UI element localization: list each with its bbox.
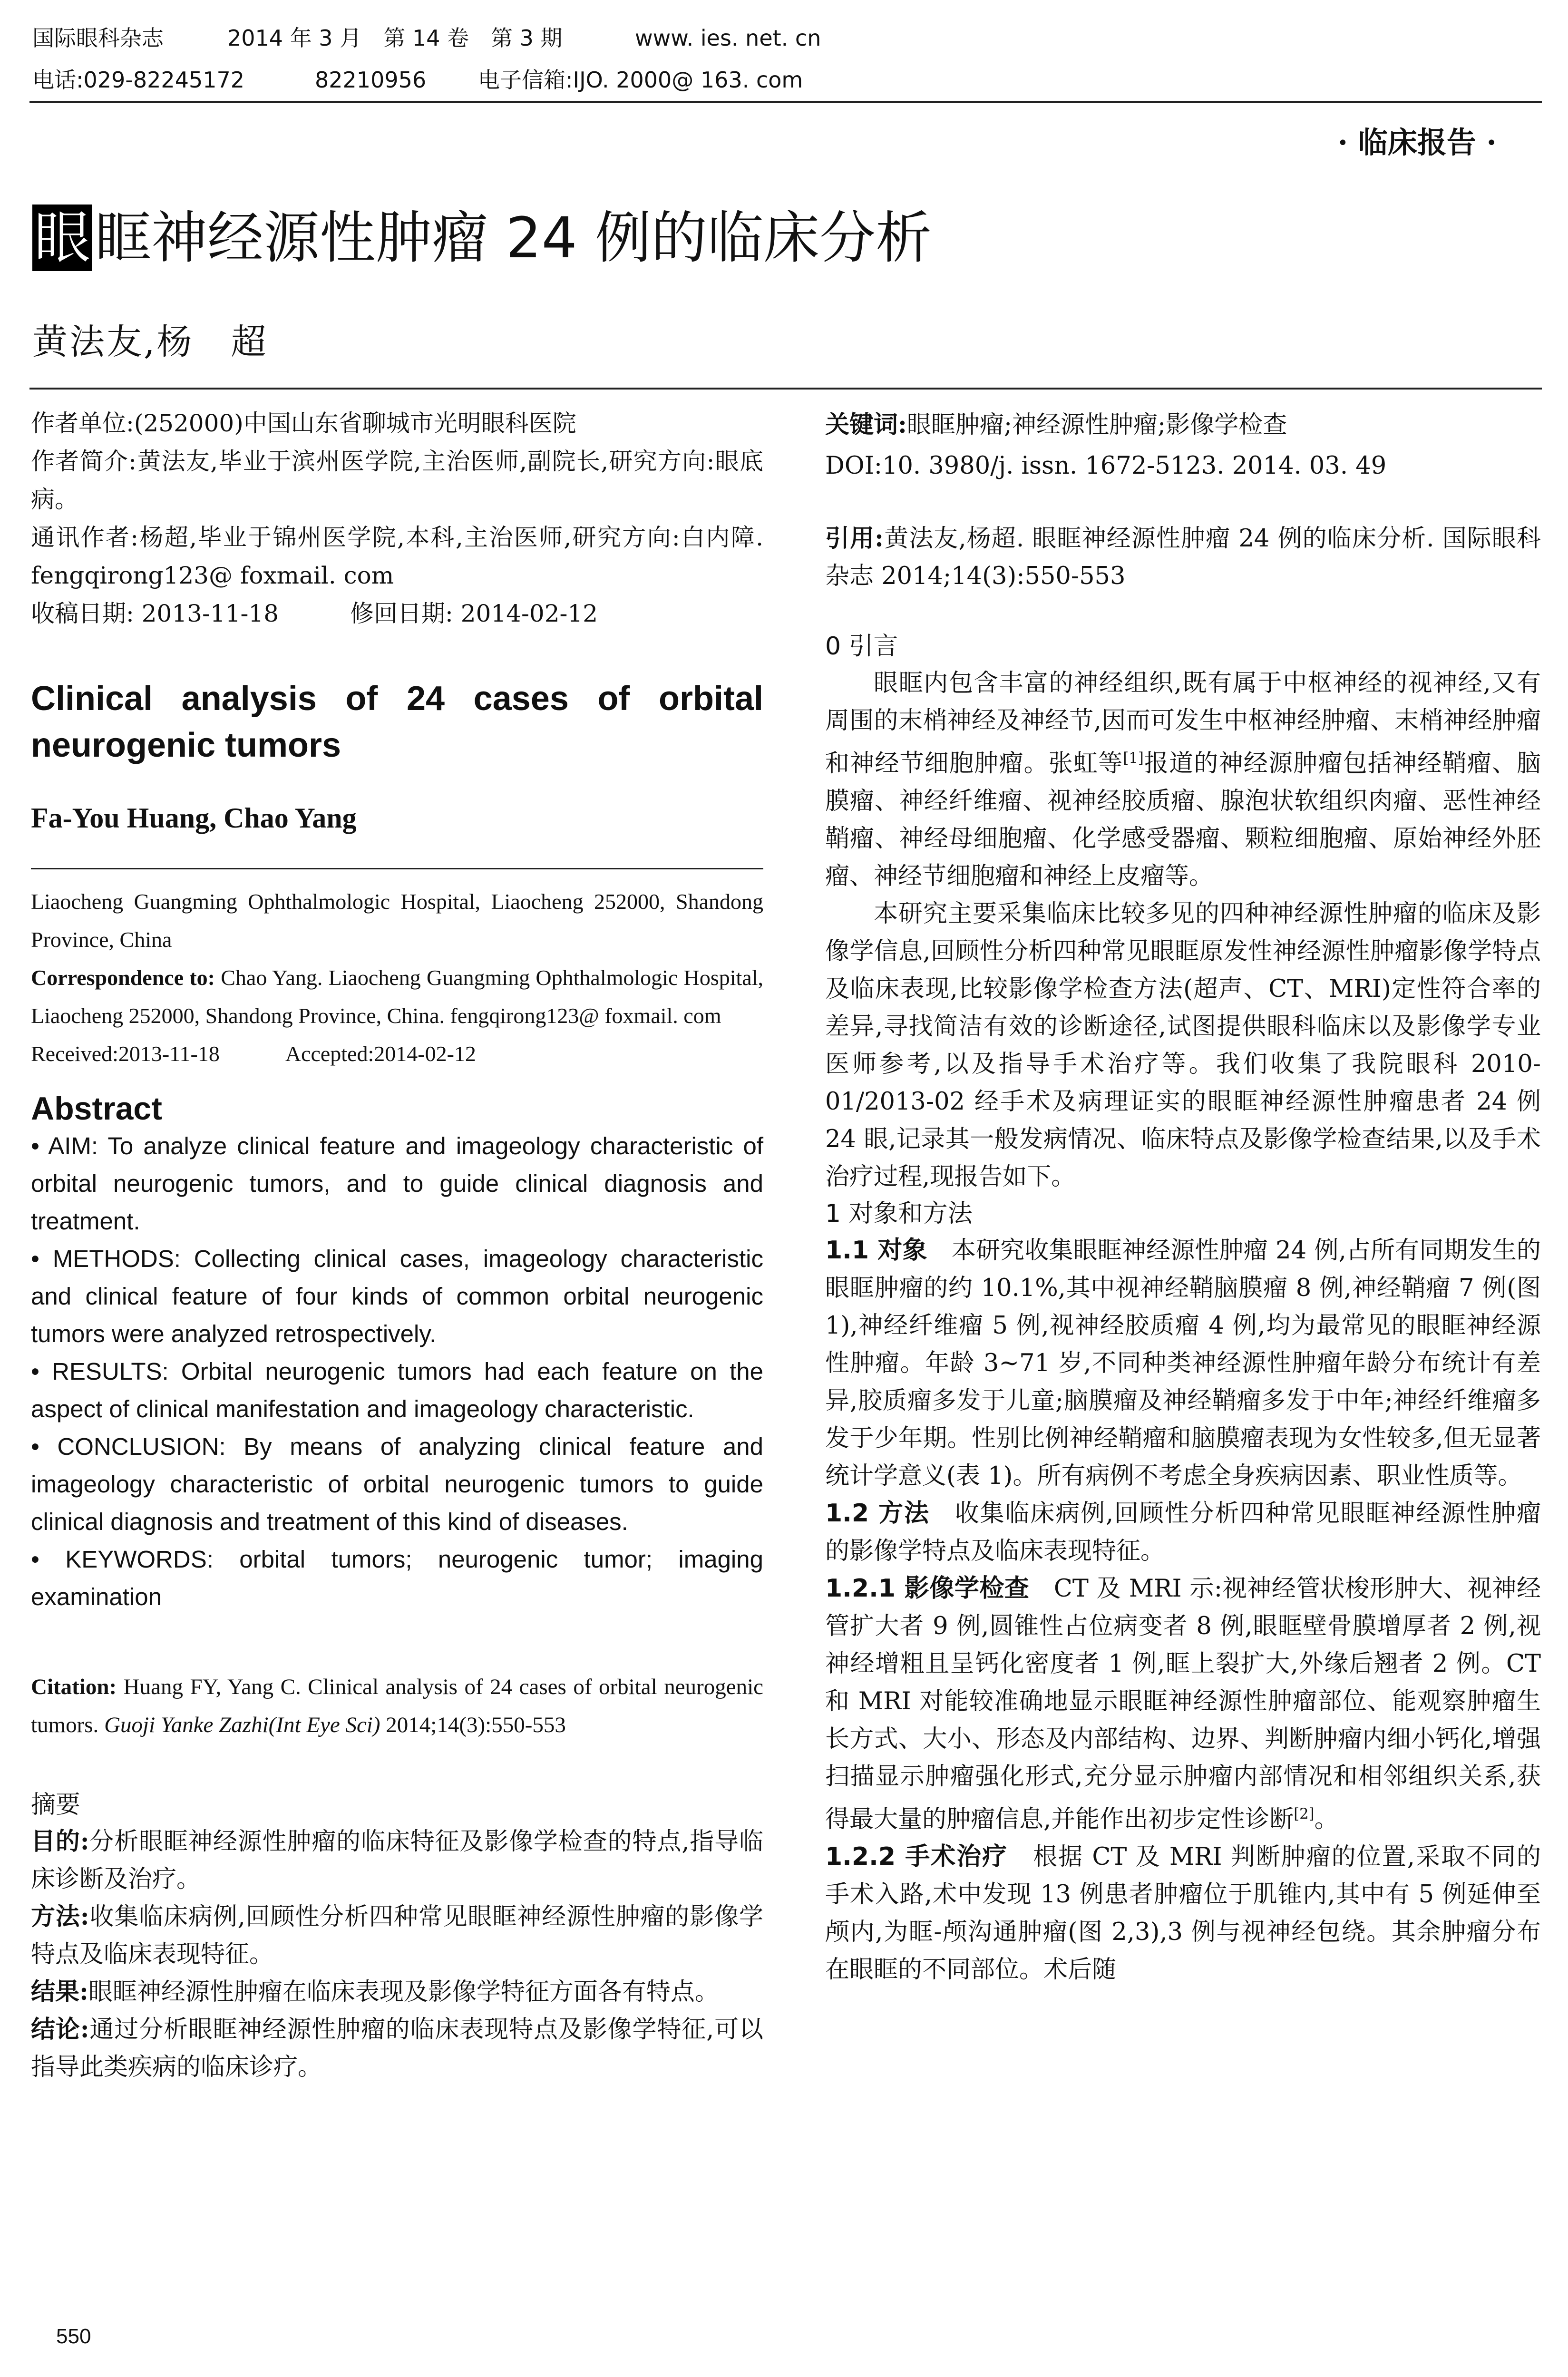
section-1-2-2-label: 1.2.2 手术治疗 — [825, 1842, 1008, 1871]
section-1-1-label: 1.1 对象 — [825, 1236, 927, 1265]
author-bio: 作者简介:黄法友,毕业于滨州医学院,主治医师,副院长,研究方向:眼底病。 — [31, 448, 763, 513]
zh-abstract-methods — [31, 1898, 763, 1973]
zh-aim-text: 分析眼眶神经源性肿瘤的临床特征及影像学检查的特点,指导临床诊断及治疗。 — [31, 1828, 764, 1893]
correspondence — [31, 959, 763, 1035]
zh-methods-text: 收集临床病例,回顾性分析四种常见眼眶神经源性肿瘤的影像学特点及临床表现特征。 — [31, 1903, 764, 1968]
zh-aim-label: 目的: — [31, 1827, 89, 1856]
issue-info: 2014 年 3 月 第 14 卷 第 3 期 — [227, 25, 563, 51]
phone-1: 电话:029-82245172 — [32, 67, 245, 93]
phone-2: 82210956 — [315, 67, 427, 93]
correspondence-label: Correspondence to: — [31, 965, 215, 990]
english-authors: Fa-You Huang, Chao Yang — [31, 802, 357, 834]
article-title — [32, 205, 932, 271]
abstract-aim: • AIM: To analyze clinical feature and imageology characteristic of orbital neurogenic tumors, and to guide clinical diagnosis and treatment. — [31, 1132, 763, 1235]
authors: 黄法友,杨 超 — [32, 321, 268, 362]
received-accepted: Received:2013-11-18 Accepted:2014-02-12 — [31, 1042, 476, 1066]
section-1-2-1-text-b: 。 — [1314, 1805, 1339, 1833]
citation-journal: Guoji Yanke Zazhi(Int Eye Sci) — [104, 1713, 380, 1737]
citation-end: 2014;14(3):550-553 — [380, 1713, 566, 1737]
section-tag: · 临床报告 · — [1337, 125, 1497, 160]
author-divider — [31, 835, 763, 869]
journal-name: 国际眼科杂志 — [32, 25, 164, 51]
intro-p1-a: 眼眶内包含丰富的神经组织,既有属于中枢神经的视神经,又有周围的末梢神经及神经节,因而可发生中枢神经肿瘤、末梢神经肿瘤和神经节细胞肿瘤。张虹等 — [825, 669, 1541, 778]
section-1-2-2-text: 根据 CT 及 MRI 判断肿瘤的位置,采取不同的手术入路,术中发现 13 例患者肿瘤位于肌锥内,其中有 5 例延伸至颅内,为眶-颅沟通肿瘤(图 2,3),3 例与视神经包绕。其余肿瘤分布在眼眶的不同部位。术后随 — [825, 1843, 1541, 1984]
website[interactable]: www. ies. net. cn — [635, 25, 821, 51]
author-unit: 作者单位:(252000)中国山东省聊城市光明眼科医院 — [31, 409, 576, 437]
abstract-heading: Abstract — [31, 1091, 162, 1127]
doi: DOI:10. 3980/j. issn. 1672-5123. 2014. 03. 49 — [825, 452, 1387, 480]
cite-cn — [825, 520, 1541, 595]
abstract-methods: • METHODS: Collecting clinical cases, imageology characteristic and clinical feature of four kinds of common orbital neurogenic tumors were analyzed retrospectively. — [31, 1245, 763, 1347]
right-column — [825, 404, 1541, 1988]
left-column — [31, 404, 763, 2086]
ref-2[interactable]: [2] — [1294, 1806, 1315, 1822]
section-1-2 — [825, 1495, 1541, 1570]
zh-conclusion-label: 结论: — [31, 2015, 89, 2044]
citation — [31, 1668, 763, 1744]
keywords — [825, 404, 1541, 446]
citation-label: Citation: — [31, 1675, 117, 1699]
section-1-2-1-label: 1.2.1 影像学检查 — [825, 1574, 1030, 1603]
email[interactable]: 电子信箱:IJO. 2000@ 163. com — [478, 67, 803, 93]
section-1-2-text: 收集临床病例,回顾性分析四种常见眼眶神经源性肿瘤的影像学特点及临床表现特征。 — [825, 1500, 1541, 1565]
abstract-results: • RESULTS: Orbital neurogenic tumors had each feature on the aspect of clinical manifestation and imageology characteristic. — [31, 1358, 763, 1422]
title-rule — [29, 388, 1542, 390]
abstract-conclusion: • CONCLUSION: By means of analyzing clinical feature and imageology characteristic of orbital neurogenic tumors to guide clinical diagnosis and treatment of this kind of diseases. — [31, 1433, 763, 1535]
title-initial: 眼 — [32, 205, 92, 271]
header-rule — [29, 101, 1542, 103]
section-1-2-1-text-a: CT 及 MRI 示:视神经管状梭形肿大、视神经管扩大者 9 例,圆锥性占位病变者 8 例,眼眶壁骨膜增厚者 2 例,视神经增粗且呈钙化密度者 1 例,眶上裂扩大,外缘后翘者 2 例。CT 和 MRI 对能较准确地显示眼眶神经源性肿瘤部位、能观察肿瘤生长方式、大小、形态及内部结构、边界、判断肿瘤内细小钙化,增强扫描显示肿瘤强化形式,充分显示肿瘤内部情况和相邻组织关系,获得最大量的肿瘤信息,并能作出初步定性诊断 — [825, 1575, 1541, 1833]
intro-p1-b: 报道的神经源肿瘤包括神经鞘瘤、脑膜瘤、神经纤维瘤、视神经胶质瘤、腺泡状软组织肉瘤、恶性神经鞘瘤、神经母细胞瘤、化学感受器瘤、颗粒细胞瘤、原始神经外胚瘤、神经节细胞瘤和神经上皮瘤等。 — [825, 750, 1541, 890]
corresponding-author: 通讯作者:杨超,毕业于锦州医学院,本科,主治医师,研究方向:白内障. fengqirong123@ foxmail. com — [31, 524, 763, 589]
section-1-heading: 1 对象和方法 — [825, 1199, 973, 1228]
ref-1[interactable]: [1] — [1123, 750, 1144, 767]
section-0-heading: 0 引言 — [825, 632, 898, 661]
keywords-text: 眼眶肿瘤;神经源性肿瘤;影像学检查 — [906, 411, 1287, 439]
citation-text: Huang FY, Yang C. Clinical analysis of 24 cases of orbital neurogenic tumors. — [31, 1675, 763, 1737]
zh-abstract-aim — [31, 1823, 763, 1898]
zh-abstract-heading: 摘要 — [31, 1791, 81, 1819]
section-1-1-text: 本研究收集眼眶神经源性肿瘤 24 例,占所有同期发生的眼眶肿瘤的约 10.1%,其中视神经鞘脑膜瘤 8 例,神经鞘瘤 7 例(图 1),神经纤维瘤 5 例,视神经胶质瘤 4 例,均为最常见的眼眶神经源性肿瘤。年龄 3~71 岁,不同种类神经源性肿瘤年龄分布统计有差异,胶质瘤多发于儿童;脑膜瘤及神经鞘瘤多发于中年;神经纤维瘤多发于少年期。性别比例神经鞘瘤和脑膜瘤表现为女性较多,但无显著统计学意义(表 1)。所有病例不考虑全身疾病因素、职业性质等。 — [825, 1237, 1541, 1490]
english-title: Clinical analysis of 24 cases of orbital neurogenic tumors — [31, 680, 763, 764]
section-1-2-label: 1.2 方法 — [825, 1499, 930, 1528]
page-number: 550 — [56, 2325, 91, 2348]
section-1-1 — [825, 1232, 1541, 1495]
section-1-2-2 — [825, 1838, 1541, 1988]
zh-abstract-results — [31, 1973, 763, 2011]
cite-cn-text: 黄法友,杨超. 眼眶神经源性肿瘤 24 例的临床分析. 国际眼科杂志 2014;14(3):550-553 — [825, 525, 1541, 590]
abstract-keywords: • KEYWORDS: orbital tumors; neurogenic tumor; imaging examination — [31, 1546, 763, 1610]
title-rest: 眶神经源性肿瘤 24 例的临床分析 — [95, 205, 932, 271]
keywords-label: 关键词: — [825, 410, 907, 439]
zh-results-label: 结果: — [31, 1978, 88, 2006]
section-1-2-1 — [825, 1570, 1541, 1838]
zh-methods-label: 方法: — [31, 1902, 89, 1931]
zh-results-text: 眼眶神经源性肿瘤在临床表现及影像学特征方面各有特点。 — [88, 1978, 719, 2006]
correspondence-text: Chao Yang. Liaocheng Guangming Ophthalmologic Hospital, Liaocheng 252000, Shandong Province, China. fengqirong123@ foxmail. com — [31, 965, 763, 1028]
dates: 收稿日期: 2013-11-18 修回日期: 2014-02-12 — [31, 600, 598, 627]
intro-paragraph-1 — [825, 664, 1541, 895]
zh-conclusion-text: 通过分析眼眶神经源性肿瘤的临床表现特点及影像学特征,可以指导此类疾病的临床诊疗。 — [31, 2016, 764, 2081]
zh-abstract-conclusion — [31, 2011, 763, 2086]
cite-cn-label: 引用: — [825, 524, 884, 553]
intro-paragraph-2: 本研究主要采集临床比较多见的四种神经源性肿瘤的临床及影像学信息,回顾性分析四种常见眼眶原发性神经源性肿瘤影像学特点及临床表现,比较影像学检查方法(超声、CT、MRI)定性符合率的差异,寻找简洁有效的诊断途径,试图提供眼科临床以及影像学专业医师参考,以及指导手术治疗等。我们收集了我院眼科 2010-01/2013-02 经手术及病理证实的眼眶神经源性肿瘤患者 24 例 24 眼,记录其一般发病情况、临床特点及影像学检查结果,以及手术治疗过程,现报告如下。 — [825, 900, 1541, 1191]
affiliation: Liaocheng Guangming Ophthalmologic Hospital, Liaocheng 252000, Shandong Province, China — [31, 889, 763, 952]
